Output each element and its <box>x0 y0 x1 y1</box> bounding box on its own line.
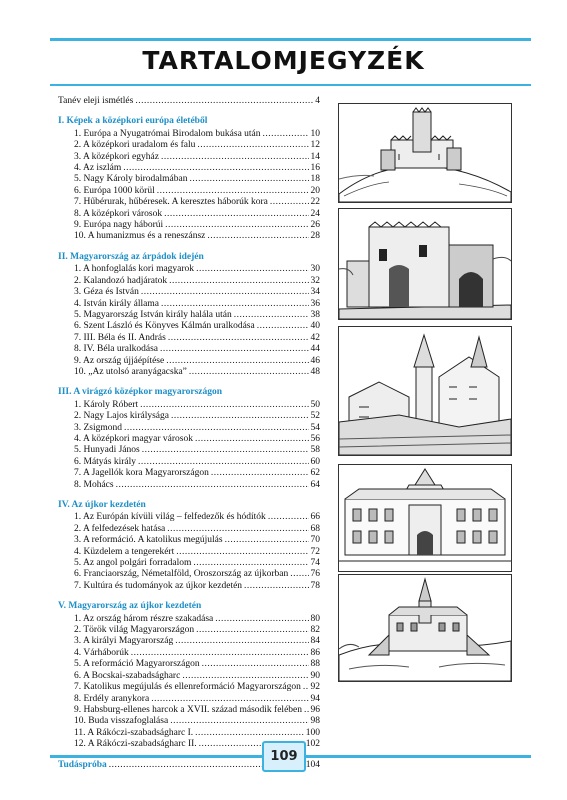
toc-entry-label: 5. Nagy Károly birodalmában <box>74 174 188 185</box>
toc-entry-page: 78 <box>310 580 320 591</box>
toc-entry[interactable] <box>58 728 320 739</box>
toc-entry-label: 8. A középkori városok <box>74 208 163 219</box>
toc-entry-page: 84 <box>310 636 320 647</box>
leader-dots <box>175 636 308 647</box>
toc-entry[interactable] <box>58 648 320 659</box>
toc-entry-page: 96 <box>310 704 320 715</box>
toc-entry-page: 14 <box>310 151 320 162</box>
toc-entry[interactable] <box>58 220 320 231</box>
leader-dots <box>138 457 308 468</box>
toc-entry-label: 2. Török világ Magyarországon <box>74 625 195 636</box>
toc-entry[interactable] <box>58 547 320 558</box>
toc-entry-page: 44 <box>310 344 320 355</box>
leader-dots <box>196 625 308 636</box>
toc-entry-label: 11. A Rákóczi-szabadságharc I. <box>74 727 194 738</box>
toc-entry-page: 50 <box>310 399 320 410</box>
toc-entry-label: 9. Habsburg-ellenes harcok a XVII. század második felében <box>74 704 302 715</box>
toc-entry-label: 6. Franciaország, Németalföld, Oroszország az újkorban <box>74 569 289 580</box>
toc-entry-page: 90 <box>310 670 320 681</box>
toc-entry[interactable] <box>58 367 320 378</box>
toc-entry[interactable] <box>58 411 320 422</box>
toc-entry-label: 3. A reformáció. A katolikus megújulás <box>74 535 223 546</box>
toc-entry[interactable] <box>58 310 320 321</box>
toc-entry-page: 36 <box>310 298 320 309</box>
page-title: TARTALOMJEGYZÉK <box>142 46 425 75</box>
toc-entry-page: 66 <box>310 512 320 523</box>
toc-entry-page: 22 <box>310 197 320 208</box>
toc-entry-label: 8. IV. Béla uralkodása <box>74 344 158 355</box>
toc-entry[interactable] <box>58 434 320 445</box>
toc-entry-label: 4. A középkori magyar városok <box>74 433 193 444</box>
leader-dots <box>197 140 308 151</box>
toc-entry-label: 3. Zsigmond <box>74 422 123 433</box>
gothic-town-illustration <box>338 326 512 456</box>
toc-entry-page: 100 <box>305 727 320 738</box>
leader-dots <box>140 400 308 411</box>
leader-dots <box>268 512 309 523</box>
toc-entry-label: 3. A középkori egyház <box>74 151 159 162</box>
toc-entry-label: 8. Erdély aranykora <box>74 693 150 704</box>
toc-entry-label: 9. Európa nagy háborúi <box>74 220 164 231</box>
section-heading: II. Magyarország az árpádok idején <box>58 251 204 262</box>
toc-entry-page: 58 <box>310 445 320 456</box>
toc-entry-page: 56 <box>310 433 320 444</box>
leader-dots <box>157 186 309 197</box>
section-heading: IV. Az újkor kezdetén <box>58 500 146 510</box>
toc-entry-label: 1. Az Európán kívüli világ – felfedezők és hódítók <box>74 512 266 523</box>
toc-entry[interactable] <box>58 625 320 636</box>
toc-entry-page: 68 <box>310 523 320 534</box>
leader-dots <box>244 581 308 592</box>
toc-entry-label: 8. Mohács <box>74 479 114 490</box>
toc-entry[interactable] <box>58 457 320 468</box>
toc-entry[interactable] <box>58 186 320 197</box>
leader-dots <box>165 220 308 231</box>
toc-entry[interactable] <box>58 344 320 355</box>
toc-entry-page: 32 <box>310 275 320 286</box>
toc-entry-page: 10 <box>310 128 320 139</box>
toc-entry-page: 30 <box>310 264 320 275</box>
baroque-palace-illustration <box>338 464 512 572</box>
toc-entry[interactable] <box>58 445 320 456</box>
toc-entry[interactable] <box>58 636 320 647</box>
toc-entry-page: 80 <box>310 613 320 624</box>
toc-entry-page: 74 <box>310 558 320 569</box>
leader-dots <box>160 344 309 355</box>
toc-entry-label: 10. Buda visszafoglalása <box>74 716 169 727</box>
toc-entry[interactable] <box>58 356 320 367</box>
toc-entry-label: 5. Magyarország István király halála után <box>74 309 232 320</box>
toc-entry-label: 7. Kultúra és tudományok az újkor kezdetén <box>74 580 243 591</box>
leader-dots <box>196 264 308 275</box>
fortress-town-illustration <box>338 574 512 682</box>
toc-entry-page: 38 <box>310 309 320 320</box>
toc-entry[interactable] <box>58 671 320 682</box>
leader-dots <box>234 310 309 321</box>
leader-dots <box>169 276 308 287</box>
toc-entry-label: 3. A királyi Magyarország <box>74 636 174 647</box>
toc-entry-page: 12 <box>310 140 320 151</box>
toc-entry-label: 12. A Rákóczi-szabadságharc II. <box>74 739 197 750</box>
toc-entry-label: 2. Nagy Lajos királysága <box>74 411 169 422</box>
toc-entry[interactable] <box>58 682 320 693</box>
toc-entry[interactable] <box>58 163 320 174</box>
toc-entry[interactable] <box>58 209 320 220</box>
toc-entry[interactable] <box>58 694 320 705</box>
toc-entry[interactable] <box>58 705 320 716</box>
toc-entry-page: 42 <box>310 332 320 343</box>
toc-entry-label: 4. Az iszlám <box>74 163 122 174</box>
toc-entry-page: 62 <box>310 468 320 479</box>
toc-entry-label: 7. Katolikus megújulás és ellenreformáció Magyarországon <box>74 682 301 693</box>
leader-dots <box>211 468 309 479</box>
leader-dots <box>116 480 309 491</box>
toc-entry-label: 2. A felfedezések hatása <box>74 523 166 534</box>
leader-dots <box>304 705 309 716</box>
toc-entry-page: 34 <box>310 287 320 298</box>
toc-entry[interactable] <box>58 333 320 344</box>
toc-entry[interactable] <box>58 423 320 434</box>
leader-dots <box>161 152 309 163</box>
toc-entry-page: 16 <box>310 163 320 174</box>
toc-entry[interactable] <box>58 231 320 242</box>
toc-entry[interactable] <box>58 659 320 670</box>
toc-entry-page: 28 <box>310 231 320 242</box>
title-rule <box>50 84 531 86</box>
toc-entry[interactable] <box>58 581 320 592</box>
toc-entry-label: 7. A Jagellók kora Magyarországon <box>74 468 209 479</box>
toc-entry[interactable] <box>58 276 320 287</box>
toc-entry[interactable] <box>58 535 320 546</box>
leader-dots <box>263 129 309 140</box>
leader-dots <box>164 209 308 220</box>
toc-entry-page: 18 <box>310 174 320 185</box>
toc-entry[interactable] <box>58 468 320 479</box>
leader-dots <box>225 535 309 546</box>
toc-entry-label: 10. „Az utolsó aranyágacska” <box>74 366 187 377</box>
section-heading: I. Képek a középkori európa életéből <box>58 116 208 127</box>
toc-entry-page: 40 <box>310 321 320 332</box>
leader-dots <box>257 321 309 332</box>
toc-entry-label: 5. Hunyadi János <box>74 445 140 456</box>
leader-dots <box>193 558 308 569</box>
toc-entry-page: 98 <box>310 716 320 727</box>
leader-dots <box>303 682 309 693</box>
leader-dots <box>151 694 308 705</box>
toc-entry-label: 6. Európa 1000 körül <box>74 185 155 196</box>
toc-entry-label: 1. Károly Róbert <box>74 399 139 410</box>
leader-dots <box>161 299 309 310</box>
toc-entry-label: 10. A humanizmus és a reneszánsz <box>74 231 206 242</box>
toc-entry-page: 46 <box>310 355 320 366</box>
leader-dots <box>195 434 309 445</box>
toc-entry-label: 1. Az ország három részre szakadása <box>74 613 214 624</box>
leader-dots <box>167 524 308 535</box>
toc-entry[interactable] <box>58 512 320 523</box>
toc-entry-page: 94 <box>310 693 320 704</box>
toc-entry[interactable] <box>58 716 320 727</box>
section-heading: III. A virágzó középkor magyarországon <box>58 387 223 398</box>
toc-entry-tudasproba[interactable]: Tudáspróba ..... 104 <box>58 760 320 771</box>
toc-entry-page: 52 <box>310 411 320 422</box>
toc-entry[interactable] <box>58 129 320 140</box>
table-of-contents <box>58 96 320 771</box>
toc-entry[interactable] <box>58 558 320 569</box>
toc-entry-label: 6. A Bocskai-szabadságharc <box>74 670 181 681</box>
toc-entry-label: 5. A reformáció Magyarországon <box>74 659 200 670</box>
toc-entry[interactable] <box>58 321 320 332</box>
leader-dots <box>141 287 309 298</box>
toc-entry-page: 26 <box>310 220 320 231</box>
leader-dots <box>202 659 309 670</box>
toc-entry[interactable] <box>58 299 320 310</box>
toc-entry-label: 7. III. Béla és II. András <box>74 332 166 343</box>
leader-dots <box>176 547 308 558</box>
top-rule <box>50 38 531 41</box>
toc-entry[interactable] <box>58 480 320 491</box>
castle-gate-illustration <box>338 208 512 320</box>
toc-entry-page: 64 <box>310 479 320 490</box>
toc-entry-label: 7. Hűbérurak, hűbéresek. A keresztes háborúk kora <box>74 197 268 208</box>
section-heading: V. Magyarország az újkor kezdetén <box>58 601 202 612</box>
toc-entry-intro[interactable]: Tanév eleji ismétlés ..... 4 <box>58 96 320 107</box>
toc-entry-label: 6. Szent László és Könyves Kálmán uralkodása <box>74 321 255 332</box>
leader-dots <box>171 411 309 422</box>
toc-entry[interactable] <box>58 569 320 580</box>
leader-dots <box>142 445 309 456</box>
toc-entry-label: 2. A középkori uradalom és falu <box>74 140 196 151</box>
toc-entry-page: 60 <box>310 456 320 467</box>
toc-entry-page: 88 <box>310 659 320 670</box>
toc-entry-page: 72 <box>310 546 320 557</box>
leader-dots <box>168 333 309 344</box>
leader-dots <box>207 231 308 242</box>
toc-entry-page: 20 <box>310 185 320 196</box>
toc-entry[interactable] <box>58 524 320 535</box>
leader-dots <box>123 163 308 174</box>
toc-entry-label: 4. Várháborúk <box>74 647 129 658</box>
toc-entry-label: 3. Géza és István <box>74 287 139 298</box>
leader-dots <box>182 671 308 682</box>
toc-entry-label: 5. Az angol polgári forradalom <box>74 558 192 569</box>
toc-entry[interactable] <box>58 614 320 625</box>
toc-entry[interactable] <box>58 287 320 298</box>
leader-dots <box>131 648 309 659</box>
toc-entry-label: 9. Az ország újjáépítése <box>74 355 165 366</box>
toc-entry-page: 76 <box>310 569 320 580</box>
castle-on-hill-illustration <box>338 103 512 203</box>
toc-entry-label: 4. Küzdelem a tengerekért <box>74 546 175 557</box>
toc-entry-label: 1. Európa a Nyugatrómai Birodalom bukása után <box>74 128 261 139</box>
toc-entry-page: 54 <box>310 422 320 433</box>
toc-entry-page: 48 <box>310 366 320 377</box>
leader-dots <box>170 716 308 727</box>
leader-dots <box>270 197 309 208</box>
toc-entry[interactable] <box>58 264 320 275</box>
leader-dots <box>124 423 308 434</box>
page-number: 109 <box>262 741 306 772</box>
leader-dots <box>189 174 308 185</box>
toc-entry-page: 86 <box>310 647 320 658</box>
leader-dots <box>195 728 304 739</box>
leader-dots <box>290 569 308 580</box>
toc-entry-label: 1. A honfoglalás kori magyarok <box>74 264 195 275</box>
toc-entry-page: 24 <box>310 208 320 219</box>
leader-dots <box>189 367 309 378</box>
toc-entry[interactable] <box>58 174 320 185</box>
toc-entry-page: 92 <box>310 682 320 693</box>
toc-entry-label: 4. István király állama <box>74 298 159 309</box>
toc-entry-page: 70 <box>310 535 320 546</box>
leader-dots <box>166 356 308 367</box>
toc-entry[interactable] <box>58 140 320 151</box>
toc-entry[interactable] <box>58 197 320 208</box>
toc-entry-page: 82 <box>310 625 320 636</box>
leader-dots <box>215 614 308 625</box>
toc-entry[interactable] <box>58 152 320 163</box>
toc-entry-label: 2. Kalandozó hadjáratok <box>74 275 168 286</box>
toc-entry-label: 6. Mátyás király <box>74 456 137 467</box>
toc-entry-page: 102 <box>305 739 320 750</box>
toc-entry[interactable] <box>58 400 320 411</box>
